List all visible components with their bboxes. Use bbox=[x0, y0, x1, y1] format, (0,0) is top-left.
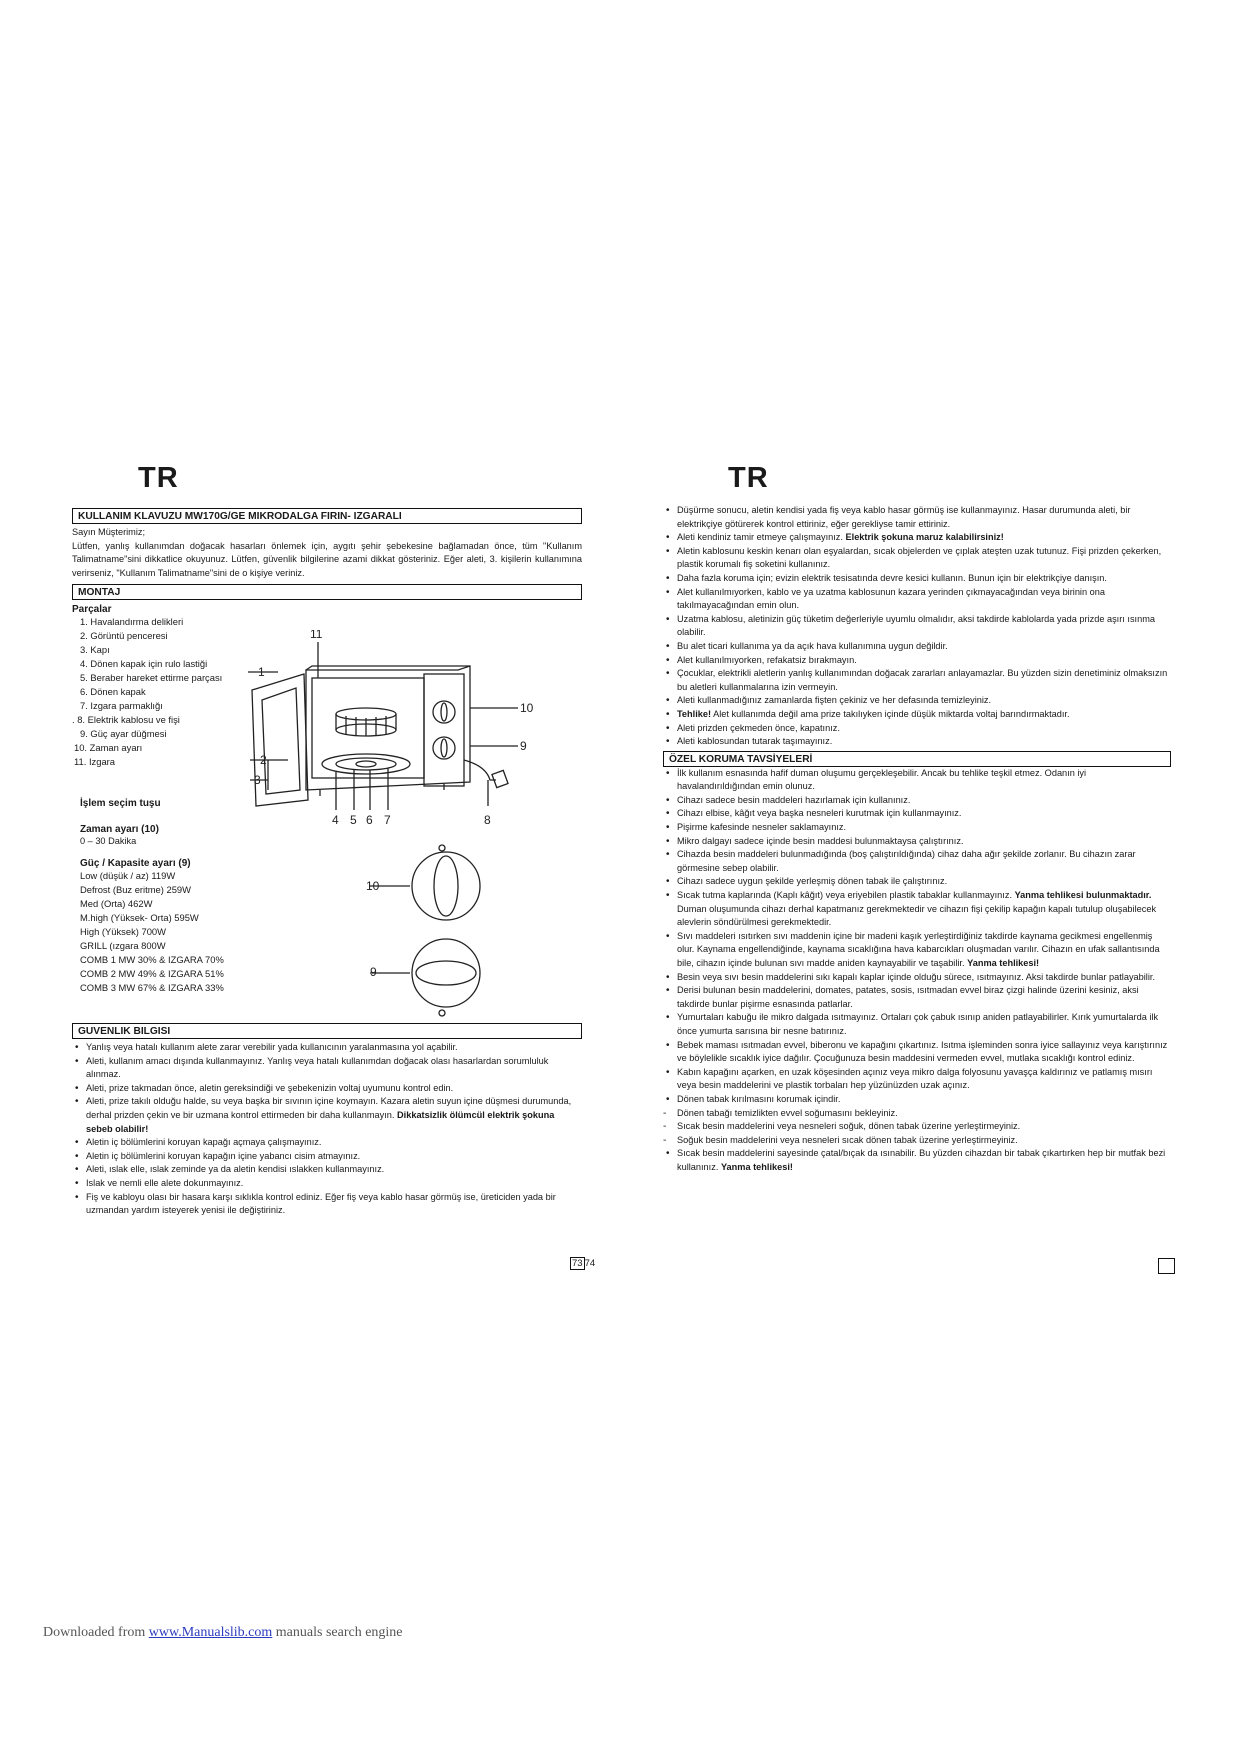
timer-value: 0 – 30 Dakika bbox=[80, 836, 137, 847]
dial-label-10: 10 bbox=[366, 879, 380, 893]
list-item: • Fiş ve kabloyu olası bir hasara karşı sıklıkla kontrol ediniz. Eğer fiş veya kablo hasar görmüş ise, üreticiden yada bir uzmandan yardım isteyerek yenisi ile değiştiriniz. bbox=[72, 1191, 582, 1218]
list-item: • Sıcak tutma kaplarında (Kaplı kâğıt) veya eriyebilen plastik tabaklar kullanmayınız. Yanma tehlikesi bulunmaktadır. Duman oluşumunda cihazı derhal kapatmanız gerekmektedir ve cihazın fişi çekilip kapağın kapalı tutulup oluşabilecek alevlerin söndürülmesi gerekmektedir. bbox=[663, 889, 1171, 930]
list-item: • Sıvı maddeleri ısıtırken sıvı maddenin içine bir madeni kaşık yerleştirdiğiniz takdirde kaynama gecikmesi engellenmiş olur. Kaynama engellendiğinde, kaynama sıcaklığına hava kabarcıkları oluşmadan varılır. Cihazın en ufak sallantısında bile, cihazın içinde bulunan sıvı madde aniden kaynayabilir ve taşabilir. Yanma tehlikesi! bbox=[663, 930, 1171, 971]
list-item: • Besin veya sıvı besin maddelerini sıkı kapalı kaplar içinde olduğu sürece, ısıtmayınız. Aksi takdirde bunlar patlayabilir. bbox=[663, 971, 1171, 985]
list-item: 10. Zaman ayarı bbox=[74, 742, 143, 754]
control-dials-diagram bbox=[360, 838, 530, 1018]
list-item: Med (Orta) 462W bbox=[80, 897, 153, 909]
list-item: • İlk kullanım esnasında hafif duman oluşumu gerçekleşebilir. Ancak bu tehlike teşkil etmez. Odanın iyi havalandırıldığından emin olunuz. bbox=[663, 767, 1171, 794]
list-item: • Cihazı elbise, kâğıt veya başka nesneleri kurutmak için kullanmayınız. bbox=[663, 807, 1171, 821]
list-item: • Aleti kablosundan tutarak taşımayınız. bbox=[663, 735, 1171, 749]
list-item: 2. Görüntü penceresi bbox=[80, 630, 168, 642]
diagram-label-3: 3 bbox=[254, 773, 261, 787]
list-item: • Uzatma kablosu, aletinizin güç tüketim değerleriyle uyumlu olmalıdır, aksi takdirde kablolarda yada prizde aşırı ısınma olabilir. bbox=[663, 613, 1171, 640]
list-item: • Tehlike! Alet kullanımda değil ama prize takılıyken içinde düşük miktarda voltaj barındırmaktadır. bbox=[663, 708, 1171, 722]
parts-heading: Parçalar bbox=[72, 604, 112, 616]
list-item: • Cihazda besin maddeleri bulunmadığında (boş çalıştırıldığında) cihaz daha ağır şekilde zorlanır. Bu cihazın zarar görmesine sebep olabilir. bbox=[663, 848, 1171, 875]
list-item: • Düşürme sonucu, aletin kendisi yada fiş veya kablo hasar görmüş ise kullanmayınız. Hasar durumunda aleti, bir elektrikçiye götürerek kontrol ettiriniz, eğer gerekliyse tamir ettiriniz. bbox=[663, 504, 1171, 531]
list-item: • Alet kullanılmıyorken, refakatsiz bırakmayın. bbox=[663, 654, 1171, 668]
list-item: • Cihazı sadece besin maddeleri hazırlamak için kullanınız. bbox=[663, 794, 1171, 808]
intro-paragraph: Lütfen, yanlış kullanımdan doğacak hasarları önlemek için, aygıtı şehir şebekesine bağlamadan önce, tüm "Kullanım Talimatname"sini dikkatlice okuyunuz. Lütfen, güvenlik bilgilerine azami dikkat gösteriniz. Eğer aleti, 3. kişilerin kullanımına verirseniz, "Kullanım Talimatname"sini de o kişiye veriniz. bbox=[72, 540, 582, 578]
language-code-right: TR bbox=[728, 462, 769, 494]
diagram-label-2: 2 bbox=[260, 753, 267, 767]
list-item: • Aleti prizden çekmeden önce, kapatınız. bbox=[663, 722, 1171, 736]
list-item: • Yumurtaları kabuğu ile mikro dalgada ısıtmayınız. Ortaları çok çabuk ısınıp aniden patlayabilirler. Kırık yumurtalarda ilk önce yumurta sarısına bir nesne batırınız. bbox=[663, 1011, 1171, 1038]
download-footer bbox=[43, 1625, 403, 1641]
list-item: • Aleti, kullanım amacı dışında kullanmayınız. Yanlış veya hatalı kullanımdan doğacak olası hasarlardan sorumluluk alınmaz. bbox=[72, 1055, 582, 1082]
diagram-label-5: 5 bbox=[350, 813, 357, 827]
list-item: • Derisi bulunan besin maddelerini, domates, patates, sosis, ısıtmadan evvel biraz çizgi halinde üzerini kesiniz, aksi takdirde bunlar pişirme esnasında patlarlar. bbox=[663, 984, 1171, 1011]
footer-prefix: Downloaded from bbox=[43, 1625, 146, 1640]
list-item: 9. Güç ayar düğmesi bbox=[80, 728, 167, 740]
page-number: 73 74 bbox=[572, 1258, 596, 1269]
list-item: • Dönen tabak kırılmasını korumak içindir. bbox=[663, 1093, 1171, 1107]
list-item: 7. Izgara parmaklığı bbox=[80, 700, 163, 712]
list-item: 5. Beraber hareket ettirme parçası bbox=[80, 672, 223, 684]
montaj-heading: MONTAJ bbox=[72, 584, 582, 600]
list-item: 3. Kapı bbox=[80, 644, 110, 656]
diagram-label-8: 8 bbox=[484, 813, 491, 827]
manualslib-link[interactable]: www.Manualslib.com bbox=[148, 1625, 273, 1640]
list-item: GRILL (ızgara 800W bbox=[80, 939, 166, 951]
list-item: 1. Havalandırma delikleri bbox=[80, 616, 184, 628]
list-item: - Soğuk besin maddelerini veya nesneleri sıcak dönen tabak üzerine yerleştirmeyiniz. bbox=[663, 1134, 1171, 1148]
safety-heading: GUVENLIK BILGISI bbox=[72, 1023, 582, 1039]
list-item: • Daha fazla koruma için; evizin elektrik tesisatında devre kesici kullanın. Bunun için bir elektrikçiye danışın. bbox=[663, 572, 1171, 586]
dial-label-9: 9 bbox=[370, 965, 377, 979]
selection-label: İşlem seçim tuşu bbox=[80, 798, 161, 810]
list-item: 6. Dönen kapak bbox=[80, 686, 146, 698]
list-item: COMB 1 MW 30% & IZGARA 70% bbox=[80, 953, 224, 965]
list-item: • Aleti, prize takmadan önce, aletin gereksindiği ve şebekenizin voltaj uyumunu kontrol edin. bbox=[72, 1082, 582, 1096]
diagram-label-6: 6 bbox=[366, 813, 373, 827]
footer-suffix: manuals search engine bbox=[275, 1625, 403, 1640]
greeting: Sayın Müşterimiz; bbox=[72, 527, 146, 537]
list-item: Low (düşük / az) 119W bbox=[80, 869, 176, 881]
list-item: High (Yüksek) 700W bbox=[80, 925, 166, 937]
list-item: M.high (Yüksek- Orta) 595W bbox=[80, 911, 199, 923]
list-item: 11. Izgara bbox=[74, 756, 115, 768]
list-item: • Cihazı sadece uygun şekilde yerleşmiş dönen tabak ile çalıştırınız. bbox=[663, 875, 1171, 889]
special-protection-list bbox=[663, 767, 1171, 1107]
timer-label: Zaman ayarı (10) bbox=[80, 824, 159, 836]
list-item: • Kabın kapağını açarken, en uzak köşesinden açınız veya mikro dalga folyosunu yavaşça kaldırınız ve patlamış mısırı veya besin maddelerini ve plastik torbaları hep yüzünüzden uzak açınız. bbox=[663, 1066, 1171, 1093]
list-item: • Çocuklar, elektrikli aletlerin yanlış kullanımından doğacak zararları anlayamazlar. Bu yüzden sizin denetiminiz olmaksızın bu aletleri kullanmalarına izin vermeyin. bbox=[663, 667, 1171, 694]
list-item: . 8. Elektrik kablosu ve fişi bbox=[72, 714, 180, 726]
diagram-label-1: 1 bbox=[258, 665, 265, 679]
list-item: - Sıcak besin maddelerini veya nesneleri soğuk, dönen tabak üzerine yerleştirmeyiniz. bbox=[663, 1120, 1171, 1134]
power-label: Güç / Kapasite ayarı (9) bbox=[80, 857, 191, 869]
list-item: COMB 3 MW 67% & IZGARA 33% bbox=[80, 981, 224, 993]
turntable-dash-list bbox=[663, 1107, 1171, 1148]
diagram-label-9: 9 bbox=[520, 739, 527, 753]
final-warning-list bbox=[663, 1147, 1171, 1174]
diagram-label-11: 11 bbox=[310, 630, 323, 641]
diagram-label-10: 10 bbox=[520, 701, 534, 715]
list-item: • Aleti, prize takılı olduğu halde, su veya başka bir sıvının içine koymayın. Kazara aletin suyun içine düşmesi durumunda, derhal prizden çekin ve bir uzmana kontrol ettirmeden bir daha kullanmayın. Dikkatsizlik ölümcül elektrik şokuna sebeb olabilir! bbox=[72, 1095, 582, 1136]
list-item: Defrost (Buz eritme) 259W bbox=[80, 883, 191, 895]
safety-list-continued bbox=[663, 504, 1171, 749]
list-item: • Bebek maması ısıtmadan evvel, biberonu ve kapağını çıkartınız. Isıtma işleminden sonra iyice sallayınız veya karıştırınız ve böylelikle sıcaklık iyice dağılır. Çocuğunuza besin maddesini vermeden evvel, mutlaka sıcaklığı kontrol ediniz. bbox=[663, 1039, 1171, 1066]
list-item: • Mikro dalgayı sadece içinde besin maddesi bulunmaktaysa çalıştırınız. bbox=[663, 835, 1171, 849]
page-number-box bbox=[1158, 1258, 1175, 1274]
right-page bbox=[663, 504, 1171, 1175]
list-item: • Aleti kendiniz tamir etmeye çalışmayınız. Elektrik şokuna maruz kalabilirsiniz! bbox=[663, 531, 1171, 545]
list-item: • Aletin kablosunu keskin kenarı olan eşyalardan, sıcak objelerden ve çıplak ateşten uzak tutunuz. Fişi prizden çekerken, plastik korumalı fiş soketini kullanınız. bbox=[663, 545, 1171, 572]
diagram-label-4: 4 bbox=[332, 813, 339, 827]
list-item: • Aleti kullanmadığınız zamanlarda fişten çekiniz ve her defasında temizleyiniz. bbox=[663, 694, 1171, 708]
safety-list bbox=[72, 1041, 582, 1218]
list-item: • Alet kullanılmıyorken, kablo ve ya uzatma kablosunun kazara yerinden çıkmayacağından veya birinin ona takılmayacağından emin olun. bbox=[663, 586, 1171, 613]
list-item: • Bu alet ticari kullanıma ya da açık hava kullanımına uygun değildir. bbox=[663, 640, 1171, 654]
list-item: • Sıcak besin maddelerini sayesinde çatal/bıçak da ısınabilir. Bu yüzden cihazdan bir tabak çıkartırken hep bir mutfak bezi kullanınız. Yanma tehlikesi! bbox=[663, 1147, 1171, 1174]
list-item: • Islak ve nemli elle alete dokunmayınız. bbox=[72, 1177, 582, 1191]
diagram-label-7: 7 bbox=[384, 813, 391, 827]
list-item: • Aletin iç bölümlerini koruyan kapağı açmaya çalışmayınız. bbox=[72, 1136, 582, 1150]
list-item: • Pişirme kafesinde nesneler saklamayınız. bbox=[663, 821, 1171, 835]
special-protection-heading: ÖZEL KORUMA TAVSİYELERİ bbox=[663, 751, 1171, 767]
language-code-left: TR bbox=[138, 462, 179, 494]
list-item: COMB 2 MW 49% & IZGARA 51% bbox=[80, 967, 224, 979]
list-item: 4. Dönen kapak için rulo lastiği bbox=[80, 658, 208, 670]
list-item: - Dönen tabağı temizlikten evvel soğumasını bekleyiniz. bbox=[663, 1107, 1171, 1121]
list-item: • Aletin iç bölümlerini koruyan kapağın içine yabancı cisim atmayınız. bbox=[72, 1150, 582, 1164]
manual-title-box: KULLANIM KLAVUZU MW170G/GE MIKRODALGA FIRIN- IZGARALI bbox=[72, 508, 582, 524]
list-item: • Yanlış veya hatalı kullanım alete zarar verebilir yada kullanıcının yaralanmasına yol açabilir. bbox=[72, 1041, 582, 1055]
microwave-diagram bbox=[248, 630, 578, 835]
list-item: • Aleti, ıslak elle, ıslak zeminde ya da aletin kendisi ıslakken kullanmayınız. bbox=[72, 1163, 582, 1177]
